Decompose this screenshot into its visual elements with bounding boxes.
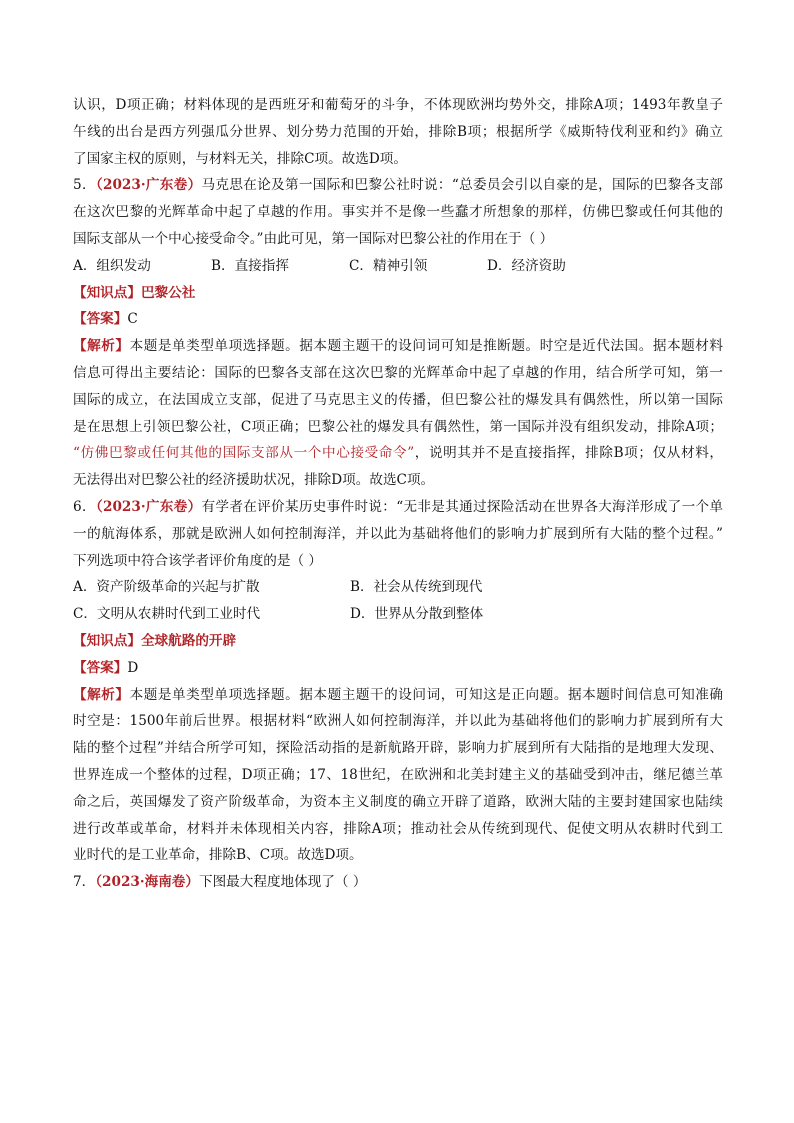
q6-answer-value: D xyxy=(127,659,139,676)
q5-analysis-line-6: 无法得出对巴黎公社的经济援助状况，排除D项。故选C项。 xyxy=(73,472,435,489)
q5-analysis-line-4: 是在思想上引领巴黎公社，C项正确；巴黎公社的爆发具有偶然性，第一国际并没有组织发动，排除A项； xyxy=(73,418,723,435)
q6-analysis-line-2: 时空是：1500年前后世界。根据材料“欧洲人如何控制海洋，并以此为基础将他们的影响力扩展到所有大 xyxy=(73,713,723,730)
q5-analysis-quote: “仿佛巴黎或任何其他的国际支部从一个中心接受命令” xyxy=(73,445,415,462)
q6-options-row-1 xyxy=(73,574,723,601)
q6-option-c: C．文明从农耕时代到工业时代 xyxy=(73,606,261,623)
q5-answer xyxy=(73,306,723,333)
q5-option-d: D．经济资助 xyxy=(487,257,566,274)
q7-stem xyxy=(73,869,723,896)
q6-stem-line-1 xyxy=(73,494,723,521)
q5-source: （2023·广东卷） xyxy=(95,177,202,194)
q5-stem-line-1 xyxy=(73,172,723,199)
q5-kp-label: 【知识点】 xyxy=(73,284,141,301)
q5-option-a: A．组织发动 xyxy=(73,257,151,274)
q5-kp-value: 巴黎公社 xyxy=(140,284,196,301)
q6-number: 6． xyxy=(73,498,96,515)
q6-analysis-line-7: 业时代的是工业革命，排除B、C项。故选D项。 xyxy=(73,847,363,864)
q6-source: （2023·广东卷） xyxy=(95,498,202,515)
intro-line-2: 午线的出台是西方列强瓜分世界、划分势力范围的开始，排除B项；根据所学《威斯特伐利亚和约》确立 xyxy=(73,123,723,140)
q6-kp-label: 【知识点】 xyxy=(73,632,141,649)
q6-option-d: D．世界从分散到整体 xyxy=(350,606,484,623)
intro-line-3: 了国家主权的原则，与材料无关，排除C项。故选D项。 xyxy=(73,150,407,167)
q6-knowledge-point xyxy=(73,628,723,655)
q5-analysis-text-5: ，说明其并不是直接指挥，排除B项；仅从材料， xyxy=(414,445,723,462)
q6-kp-value: 全球航路的开辟 xyxy=(140,632,237,649)
q6-option-a: A．资产阶级革命的兴起与扩散 xyxy=(73,579,260,596)
q5-options xyxy=(73,253,723,280)
q6-analysis-line-5: 命之后，英国爆发了资产阶级革命，为资本主义制度的确立开辟了道路，欧洲大陆的主要封建国家也陆续 xyxy=(73,793,723,810)
q5-analysis-label: 【解析】 xyxy=(73,338,130,355)
q6-answer-label: 【答案】 xyxy=(73,659,128,676)
q5-analysis-line-3: 国际的成立，在法国成立支部，促进了马克思主义的传播，但巴黎公社的爆发具有偶然性，所以第一国际 xyxy=(73,391,723,408)
intro-line-1: 认识，D项正确；材料体现的是西班牙和葡萄牙的斗争，不体现欧洲均势外交，排除A项；1493年教皇子 xyxy=(73,97,723,113)
q6-analysis-text-1: 本题是单类型单项选择题。据本题主题干的设问词，可知这是正向题。据本题时间信息可知准确 xyxy=(129,686,723,703)
q5-stem-line-3: 国际支部从一个中心接受命令。”由此可见，第一国际对巴黎公社的作用在于（ ） xyxy=(73,230,554,247)
q5-analysis-line-5 xyxy=(73,440,723,467)
q5-option-c: C．精神引领 xyxy=(349,257,428,274)
q5-answer-label: 【答案】 xyxy=(73,311,128,328)
q5-stem-line-2: 在这次巴黎的光辉革命中起了卓越的作用。事实并不是像一些蠢才所想象的那样，仿佛巴黎或任何其他的 xyxy=(73,204,723,221)
q7-stem-text: 下图最大程度地体现了（ ） xyxy=(199,874,367,891)
q6-stem-line-3: 下列选项中符合该学者评价角度的是（ ） xyxy=(73,552,323,569)
q5-stem-text-1: 马克思在论及第一国际和巴黎公社时说：“总委员会引以自豪的是，国际的巴黎各支部 xyxy=(201,177,723,194)
q6-analysis-line-4: 世界连成一个整体的过程，D项正确；17、18世纪，在欧洲和北美封建主义的基础受到冲击，继尼德兰革 xyxy=(73,766,723,783)
q7-source: （2023·海南卷） xyxy=(95,874,199,891)
q5-analysis-text-1: 本题是单类型单项选择题。据本题主题干的设问词可知是推断题。时空是近代法国。据本题材料 xyxy=(129,338,723,355)
q7-number: 7． xyxy=(73,874,96,891)
q5-answer-value: C xyxy=(127,311,138,328)
q6-analysis-line-1 xyxy=(73,682,723,709)
q5-option-b: B．直接指挥 xyxy=(211,257,289,274)
q6-option-b: B．社会从传统到现代 xyxy=(350,579,483,596)
q5-knowledge-point xyxy=(73,280,723,307)
q6-analysis-label: 【解析】 xyxy=(73,686,130,703)
q5-number: 5． xyxy=(73,177,96,194)
q6-answer xyxy=(73,655,723,682)
q6-stem-text-1: 有学者在评价某历史事件时说：“无非是其通过探险活动在世界各大海洋形成了一个单 xyxy=(201,498,723,515)
document-page xyxy=(73,92,723,896)
q5-analysis-line-1 xyxy=(73,333,723,360)
q6-analysis-line-3: 陆的整个过程”并结合所学可知，探险活动指的是新航路开辟，影响力扩展到所有大陆指的是地理大发现、 xyxy=(73,740,723,757)
q5-analysis-line-2: 信息可得出主要结论：国际的巴黎各支部在这次巴黎的光辉革命中起了卓越的作用，结合所学可知，第一 xyxy=(73,364,723,381)
q6-options-row-2 xyxy=(73,601,723,628)
q6-stem-line-2: 一的航海体系，那就是欧洲人如何控制海洋，并以此为基础将他们的影响力扩展到所有大陆的整个过程。” xyxy=(73,525,723,542)
q6-analysis-line-6: 进行改革或革命，材料并未体现相关内容，排除A项；推动社会从传统到现代、促使文明从农耕时代到工 xyxy=(73,820,723,837)
